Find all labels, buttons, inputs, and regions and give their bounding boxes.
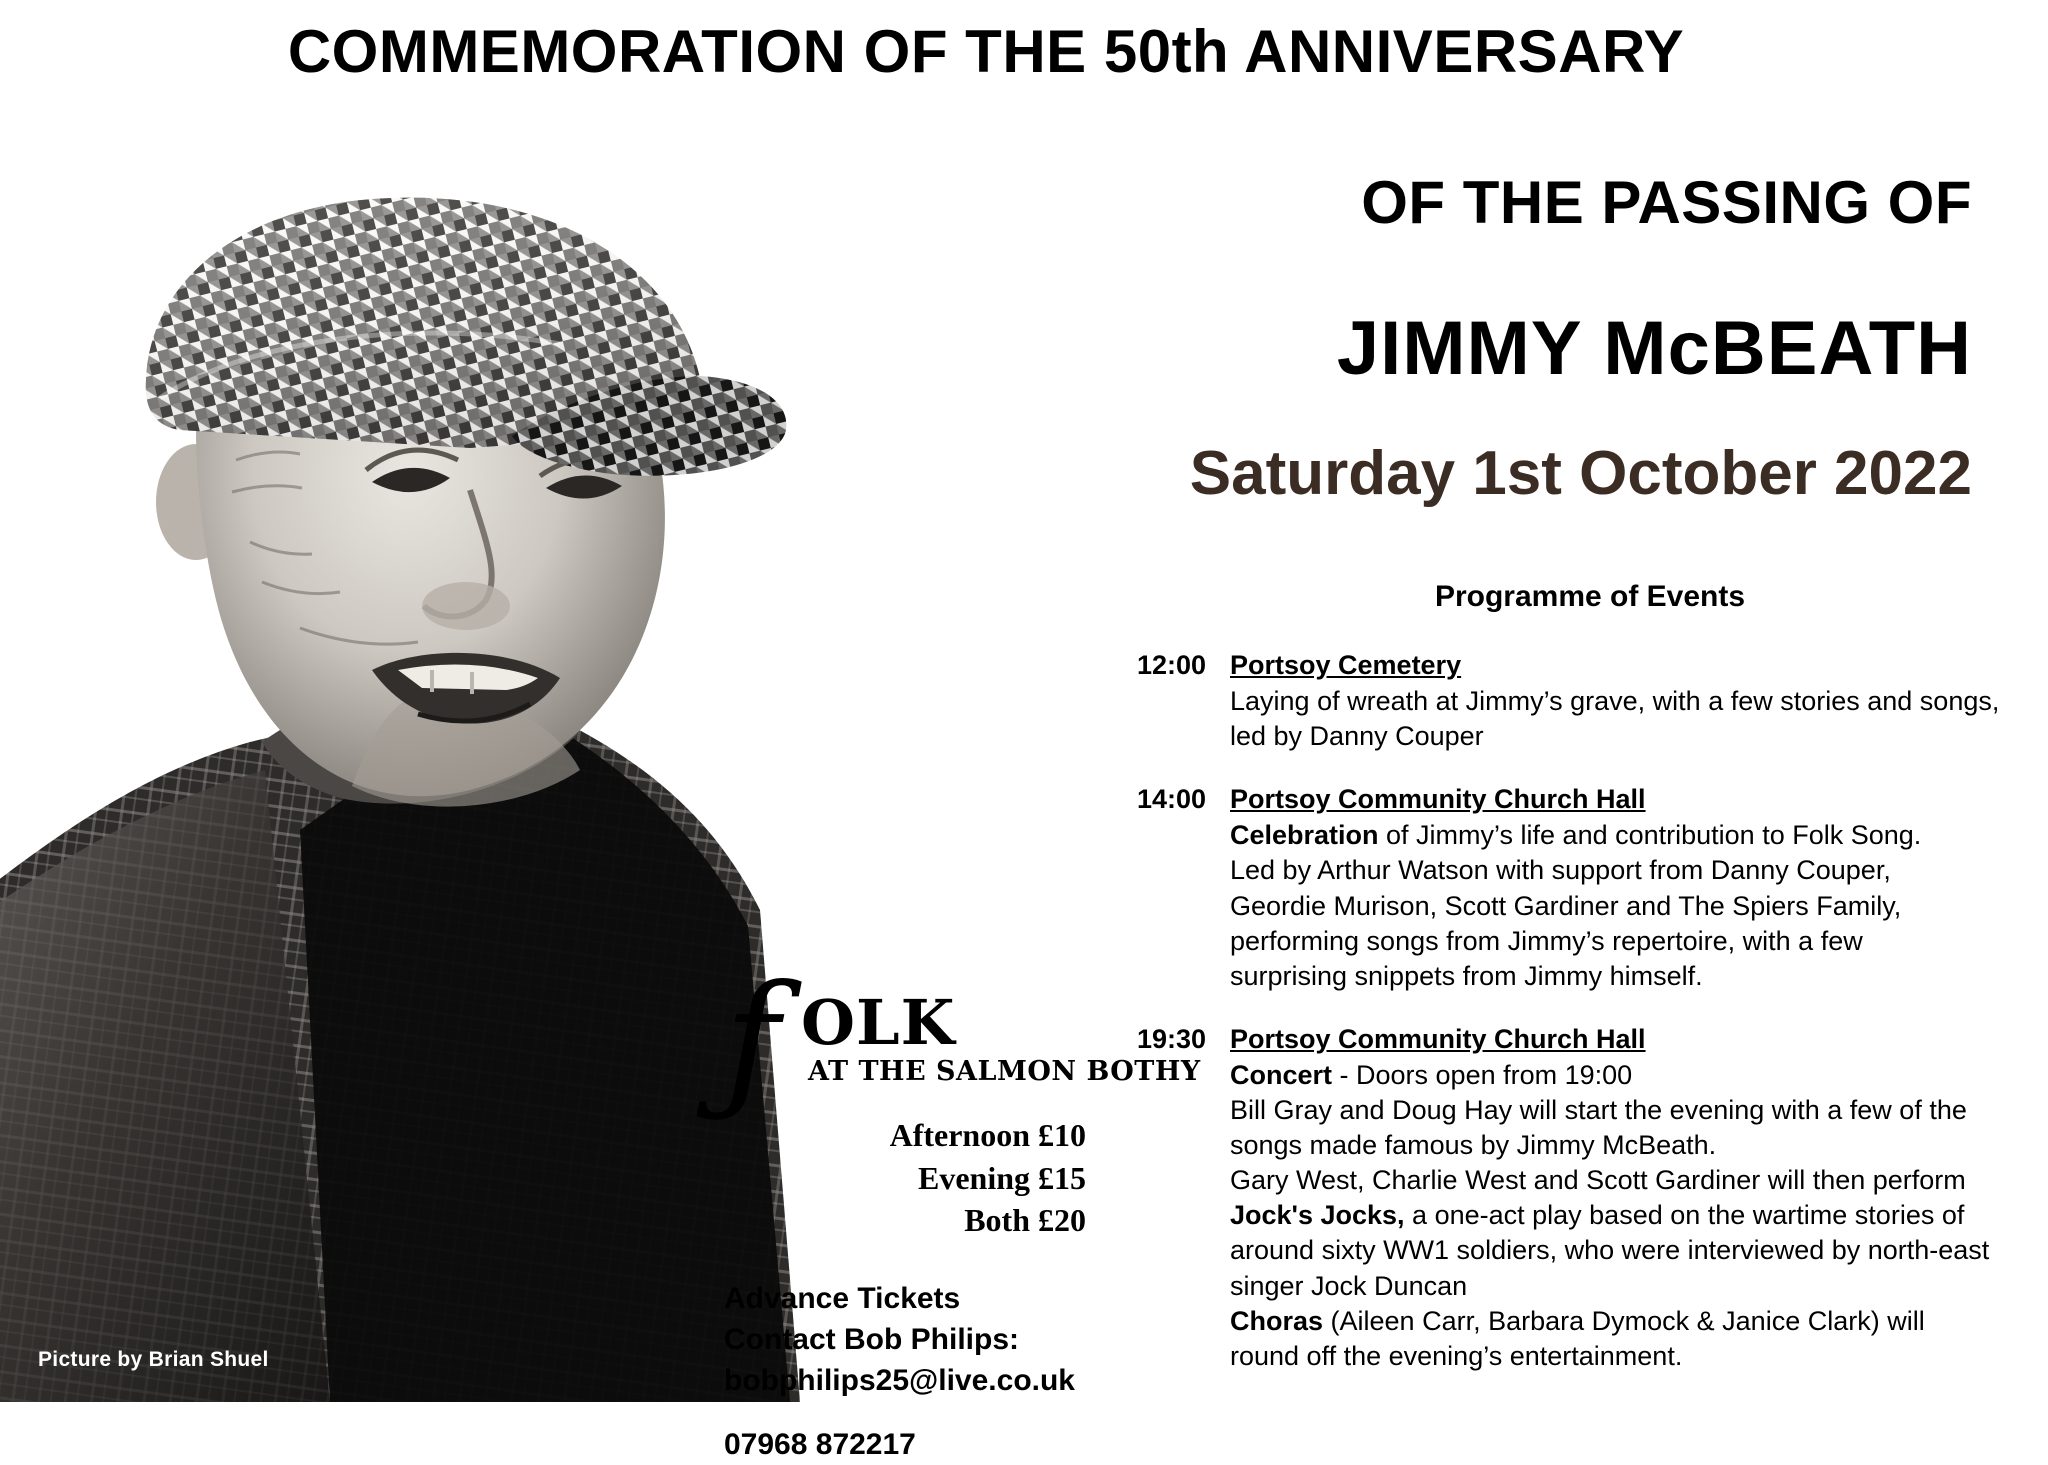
event-lead-word: Choras: [1230, 1305, 1324, 1336]
folk-logo-text: OLK: [801, 986, 956, 1059]
event-line-text: (Aileen Carr, Barbara Dymock & Janice Clark) will: [1323, 1305, 1925, 1336]
event-time: 12:00: [1136, 650, 1206, 680]
folk-logo-subtitle: AT THE SALMON BOTHY: [808, 1056, 1201, 1087]
event-details: [1230, 1022, 2020, 1374]
programme-of-events: [1120, 580, 2020, 1402]
folk-f-glyph: ƒ: [724, 954, 780, 1128]
event-venue: Portsoy Community Church Hall: [1230, 1023, 1646, 1054]
price-both: Both £20: [964, 1202, 1086, 1239]
ticket-prices: [716, 1114, 1096, 1242]
event-description-line: surprising snippets from Jimmy himself.: [1230, 960, 1703, 991]
event-description-line: Led by Arthur Watson with support from Danny Couper,: [1230, 855, 1891, 886]
event-description-line: [1230, 1058, 2020, 1093]
event-description-line: [1230, 1198, 2020, 1233]
event-lead-word: Jock's Jocks,: [1230, 1200, 1405, 1231]
event-description-line: Gary West, Charlie West and Scott Gardiner will then perform: [1230, 1165, 1966, 1196]
event-description-line: Laying of wreath at Jimmy’s grave, with a few stories and songs,: [1230, 686, 2000, 717]
event-description-line: round off the evening’s entertainment.: [1230, 1340, 1683, 1371]
event-description-line: Geordie Murison, Scott Gardiner and The Spiers Family,: [1230, 890, 1902, 921]
programme-event: [1120, 1022, 2020, 1374]
event-details: [1230, 648, 2020, 754]
price-afternoon: Afternoon £10: [889, 1117, 1086, 1153]
ticket-contact: [716, 1278, 1096, 1465]
photo-credit: Picture by Brian Shuel: [38, 1348, 269, 1371]
poster-headline: [0, 18, 2010, 509]
contact-phone[interactable]: 07968 872217: [724, 1427, 916, 1461]
event-description-line: singer Jock Duncan: [1230, 1270, 1468, 1301]
event-line-text: a one-act play based on the wartime stories of: [1404, 1200, 1965, 1231]
headline-line-2: OF THE PASSING OF: [1361, 169, 1972, 237]
event-description-line: [1230, 818, 2020, 853]
headline-date: Saturday 1st October 2022: [1189, 439, 1972, 509]
contact-name: Contact Bob Philips:: [724, 1323, 1019, 1357]
event-description-line: around sixty WW1 soldiers, who were interviewed by north-east: [1230, 1235, 1990, 1266]
headline-line-1: COMMEMORATION OF THE 50th ANNIVERSARY: [287, 18, 1685, 85]
event-lead-word: Celebration: [1230, 820, 1379, 851]
programme-title: Programme of Events: [1434, 580, 1746, 613]
event-description-line: performing songs from Jimmy’s repertoire, with a few: [1230, 925, 1863, 956]
event-lead-word: Concert: [1230, 1059, 1333, 1090]
event-details: [1230, 782, 2020, 994]
advance-tickets-label: Advance Tickets: [724, 1281, 961, 1315]
event-description-line: [1230, 1304, 2020, 1339]
price-evening: Evening £15: [917, 1159, 1086, 1196]
contact-email[interactable]: bobphilips25@live.co.uk: [724, 1364, 1075, 1398]
event-venue: Portsoy Cemetery: [1230, 650, 1462, 680]
event-line-text: of Jimmy’s life and contribution to Folk Song.: [1378, 820, 1922, 851]
event-description-line: songs made famous by Jimmy McBeath.: [1230, 1130, 1717, 1161]
event-time: 19:30: [1136, 1023, 1206, 1054]
event-description-line: Bill Gray and Doug Hay will start the evening with a few of the: [1230, 1095, 1967, 1126]
event-time: 14:00: [1136, 784, 1206, 815]
programme-event: [1120, 648, 2020, 754]
programme-event: [1120, 782, 2020, 994]
event-description-line: led by Danny Couper: [1230, 721, 1484, 752]
event-line-text: - Doors open from 19:00: [1332, 1059, 1633, 1090]
headline-subject-name: JIMMY McBEATH: [1336, 306, 1972, 392]
event-venue: Portsoy Community Church Hall: [1230, 784, 1646, 815]
